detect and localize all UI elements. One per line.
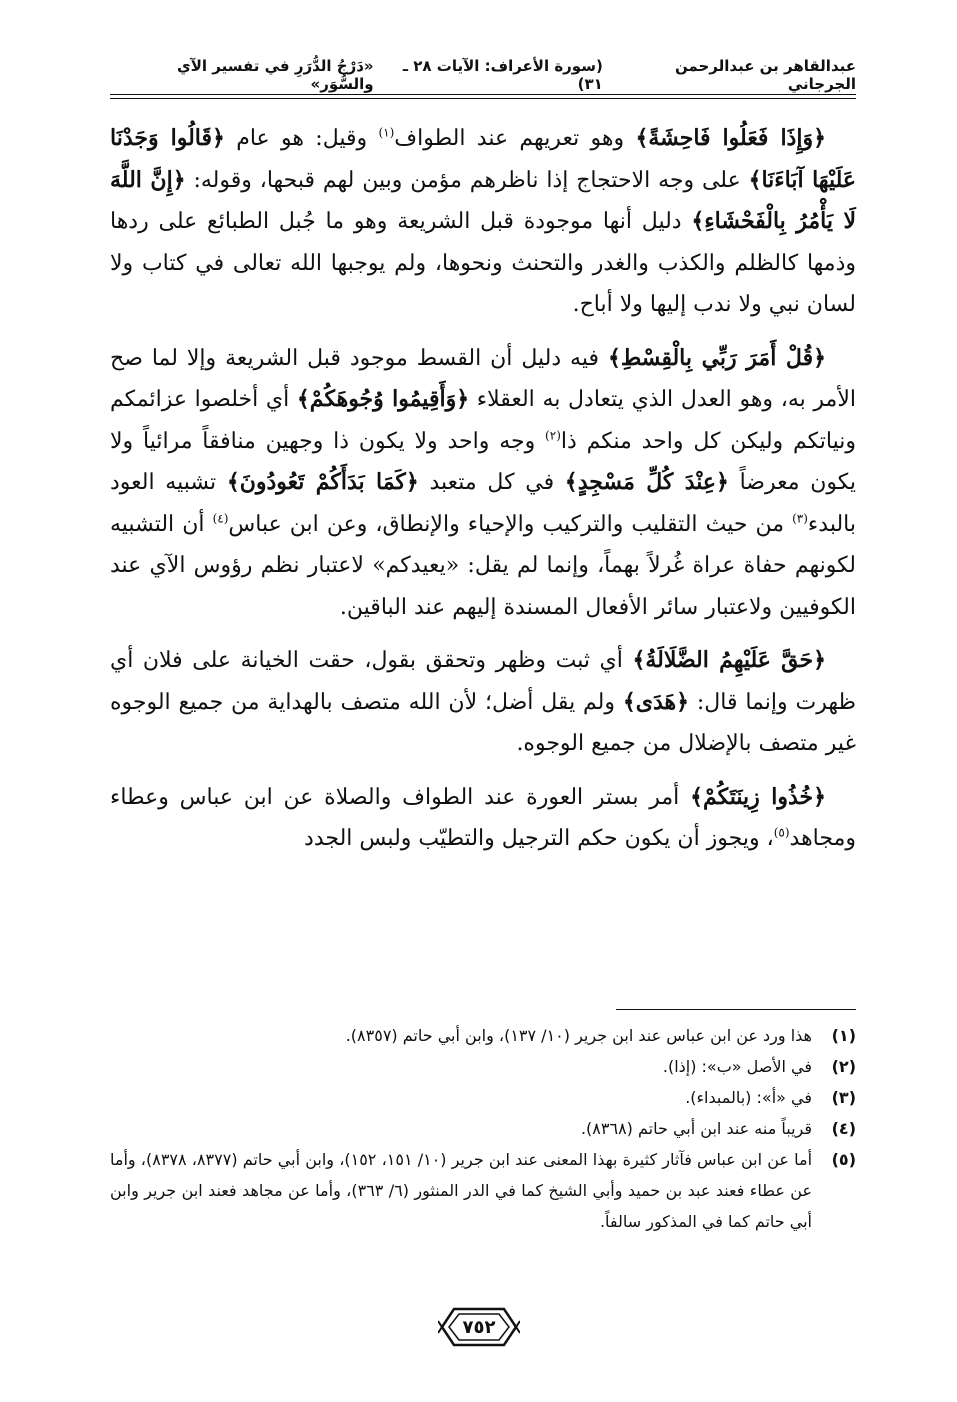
footnote-text: قريباً منه عند ابن أبي حاتم (٨٣٦٨).	[580, 1119, 812, 1138]
text-run: تشبيه العود بالبدء	[110, 470, 856, 537]
text-run: دليل أنها موجودة قبل الشريعة وهو ما جُبل الطبائع على ردها وذمها كالظلم والكذب والغدر والتحنث ونحوها، ولم يوجبها الله تعالى في كتاب ولا لسان نبي ولا ندب إليها ولا أباح.	[110, 209, 856, 317]
footnote	[110, 1051, 856, 1082]
quran-quote: ﴿كَمَا بَدَأَكُمْ تَعُودُونَ﴾	[226, 469, 419, 495]
text-run: وجه واحد ولا يكون ذا وجهين منافقاً مرائياً ولا يكون معرضاً	[110, 428, 857, 495]
text-run: على وجه الاحتجاج إذا ناظرهم مؤمن وبين لهم قبحها، وقوله:	[185, 167, 749, 193]
page-number: ٧٥٢	[462, 1316, 496, 1338]
text-run: وهو تعريهم عند الطواف	[394, 126, 636, 151]
text-run: ولم يقل أضل؛ لأن الله متصف بالهداية من جميع الوجوه غير متصف بالإضلال من جميع الوجوه.	[110, 689, 856, 756]
quran-quote: ﴿قُلْ أَمَرَ رَبِّي بِالْقِسْطِ﴾	[607, 344, 826, 371]
quran-quote: ﴿خُذُوا زِينَتَكُمْ﴾	[690, 783, 826, 810]
quran-quote: ﴿عِنْدَ كُلِّ مَسْجِدٍ﴾	[564, 469, 729, 495]
quran-quote: ﴿هَدَى﴾	[622, 688, 690, 715]
text-run: أي أخلصوا عزائمكم ونياتكم وليكن كل واحد منكم ذا	[110, 387, 856, 454]
footnote-number: (٣)	[831, 1088, 856, 1107]
footnote-text: هذا ورد عن ابن عباس عند ابن جرير (١٠/ ١٣٧)، وابن أبي حاتم (٨٣٥٧).	[345, 1026, 812, 1045]
footnote-number: (٥)	[831, 1150, 856, 1169]
footnote-ref[interactable]: (١)	[378, 125, 395, 140]
quran-quote: ﴿إِنَّ اللَّهَ لَا يَأْمُرُ بِالْفَحْشَاءِ﴾	[110, 166, 856, 234]
quran-quote: ﴿وَإِذَا فَعَلُوا فَاحِشَةً﴾	[635, 125, 826, 151]
footnote-number: (٤)	[831, 1119, 856, 1138]
footnote-text: في «أ»: (بالمبداء).	[685, 1088, 812, 1107]
footnote	[110, 1082, 856, 1113]
text-run: في كل متعبد	[418, 470, 565, 495]
footnote-number: (٢)	[831, 1057, 856, 1076]
page-number-ornament	[438, 1305, 520, 1349]
text-run: وقيل: هو عام	[224, 126, 379, 151]
footnote	[110, 1113, 856, 1144]
header-rule	[110, 98, 856, 99]
paragraph-3	[110, 640, 856, 765]
footnote-ref[interactable]: (٤)	[212, 511, 229, 526]
text-run: أن التشبيه لكونهم حفاة عراة غُرلاً بهماً، وإنما لم يقل: «يعيدكم» لاعتبار نظم رؤوس الآي عند الكوفيين ولاعتبار سائر الأفعال المسندة إليهم عند الباقين.	[110, 511, 856, 620]
footnote-text: أما عن ابن عباس فآثار كثيرة بهذا المعنى عند ابن جرير (١٠/ ١٥١، ١٥٢)، وابن أبي حاتم (٨٣٧٧، ٨٣٧٨)، وأما عن عطاء فعند عبد بن حميد وأبي الشيخ كما في الدر المنثور (٦/ ٣٦٣)، وأما عن مجاهد فعند ابن جرير وابن أبي حاتم كما في المذكور سالفاً.	[110, 1150, 813, 1231]
text-run: أي ثبت وظهر وتحقق بقول، حقت الخيانة على فلان أي ظهرت وإنما قال:	[110, 648, 856, 715]
quran-quote: ﴿قَالُوا وَجَدْنَا عَلَيْهَا آبَاءَنَا﴾	[110, 125, 856, 193]
footnote	[110, 1144, 856, 1237]
footnote-ref[interactable]: (٢)	[545, 428, 561, 443]
footnote-text: في الأصل «ب»: (إذا).	[662, 1057, 812, 1076]
paragraph-1	[110, 118, 856, 326]
footnote	[110, 1020, 856, 1051]
text-run: ، ويجوز أن يكون حكم الترجيل والتطيّب ولبس الجدد	[304, 826, 774, 851]
header-book-title: «دَرْجُ الدُّرَرِ في تفسير الآي والسُّوَر»	[176, 57, 374, 93]
footnotes	[110, 1020, 856, 1237]
footnote-ref[interactable]: (٥)	[773, 825, 790, 840]
body-text	[110, 118, 856, 872]
text-run: فيه دليل أن القسط موجود قبل الشريعة وإلا لما صح الأمر به، وهو العدل الذي يتعادل به العقلاء	[110, 345, 856, 412]
quran-quote: ﴿حَقَّ عَلَيْهِمُ الضَّلَالَةُ﴾	[632, 647, 826, 673]
running-header	[110, 58, 856, 92]
text-run: أمر بستر العورة عند الطواف والصلاة عن ابن عباس وعطاء ومجاهد	[110, 784, 856, 851]
footnote-number: (١)	[831, 1026, 856, 1045]
text-run: من حيث التقليب والتركيب والإحياء والإنطاق، وعن ابن عباس	[228, 511, 793, 537]
paragraph-2	[110, 338, 856, 629]
quran-quote: ﴿وَأَقِيمُوا وُجُوهَكُمْ﴾	[296, 386, 470, 412]
footnote-ref[interactable]: (٣)	[792, 511, 808, 526]
paragraph-4	[110, 777, 856, 860]
header-section: (سورة الأعراف: الآيات ٢٨ ـ ٣١)	[402, 57, 603, 93]
header-rule	[110, 94, 856, 95]
footnote-separator	[616, 1009, 856, 1010]
header-author: عبدالقاهر بن عبدالرحمن الجرجاني	[674, 57, 856, 93]
